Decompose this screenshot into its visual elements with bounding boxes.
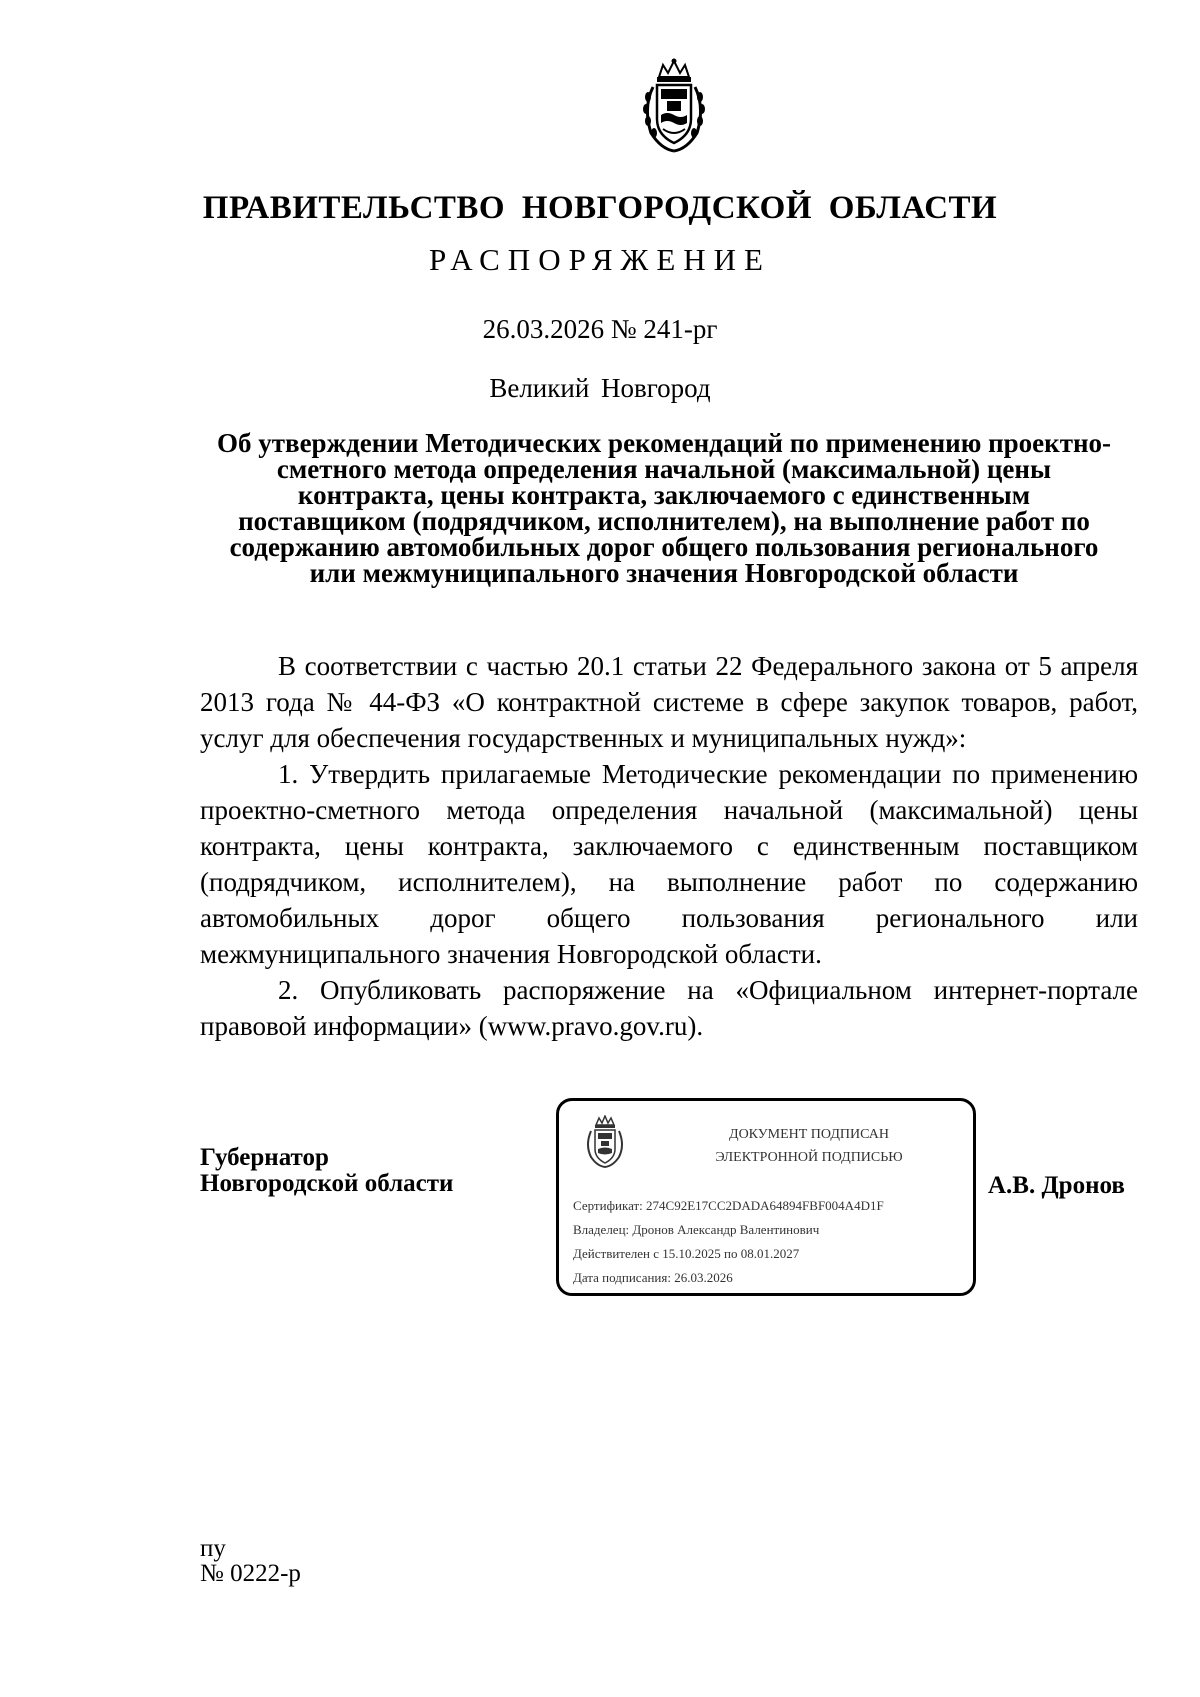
subject-line: сметного метода определения начальной (максимальной) цены xyxy=(276,454,1052,484)
registry-initials: пу xyxy=(200,1535,226,1562)
certificate-validity: Действителен с 15.10.2025 по 08.01.2027 xyxy=(573,1246,800,1261)
preamble-paragraph: В соответствии с частью 20.1 статьи 22 Федерального закона от 5 апреля 2013 года № 44-ФЗ «О контрактной системе в сфере закупок товаров, работ, услуг для обеспечения государственных и муниципальных нужд»: xyxy=(200,651,1138,753)
small-coat-of-arms-icon xyxy=(583,1115,627,1169)
stamp-details xyxy=(573,1194,884,1290)
signer-position-line: Новгородской области xyxy=(200,1170,454,1197)
registry-number: № 0222-р xyxy=(200,1560,301,1587)
registry-mark xyxy=(200,1536,301,1586)
certificate-owner: Владелец: Дронов Александр Валентинович xyxy=(573,1222,820,1237)
signing-date: Дата подписания: 26.03.2026 xyxy=(573,1270,733,1285)
document-body xyxy=(200,648,1138,1044)
stamp-heading-line: ДОКУМЕНТ ПОДПИСАН xyxy=(729,1127,889,1142)
subject-line: контракта, цены контракта, заключаемого с единственным xyxy=(297,480,1031,510)
electronic-signature-stamp xyxy=(556,1098,976,1296)
certificate-number: Сертификат: 274C92E17CC2DADA64894FBF004A4D1F xyxy=(573,1198,884,1213)
place-of-issue: Великий Новгород xyxy=(489,373,711,403)
signer-name: А.В. Дронов xyxy=(988,1172,1125,1199)
item-2-paragraph: 2. Опубликовать распоряжение на «Официальном интернет-портале правовой информации» (www.pravo.gov.ru). xyxy=(200,975,1138,1041)
date-and-number: 26.03.2026 № 241-рг xyxy=(482,314,718,344)
subject-line: или межмуниципального значения Новгородской области xyxy=(309,558,1019,588)
subject-line: содержанию автомобильных дорог общего пользования регионального xyxy=(229,532,1099,562)
novgorod-coat-of-arms-icon xyxy=(637,57,711,153)
stamp-heading xyxy=(659,1123,959,1169)
item-1-paragraph: 1. Утвердить прилагаемые Методические рекомендации по применению проектно-сметного метода определения начальной (максимальной) цены контракта, цены контракта, заключаемого с единственным поставщиком (подрядчиком, исполнителем), на выполнение работ по содержанию автомобильных дорог общего пользования регионального или межмуниципального значения Новгородской области. xyxy=(200,759,1138,969)
stamp-heading-line: ЭЛЕКТРОННОЙ ПОДПИСЬЮ xyxy=(715,1150,903,1165)
signer-position-line: Губернатор xyxy=(200,1144,329,1171)
government-title: ПРАВИТЕЛЬСТВО НОВГОРОДСКОЙ ОБЛАСТИ xyxy=(202,190,998,226)
signer-position xyxy=(200,1145,453,1197)
document-subject xyxy=(190,430,1138,586)
subject-line: поставщиком (подрядчиком, исполнителем), на выполнение работ по xyxy=(238,506,1090,536)
document-type: РАСПОРЯЖЕНИЕ xyxy=(429,242,771,277)
subject-line: Об утверждении Методических рекомендаций по применению проектно- xyxy=(216,428,1112,458)
